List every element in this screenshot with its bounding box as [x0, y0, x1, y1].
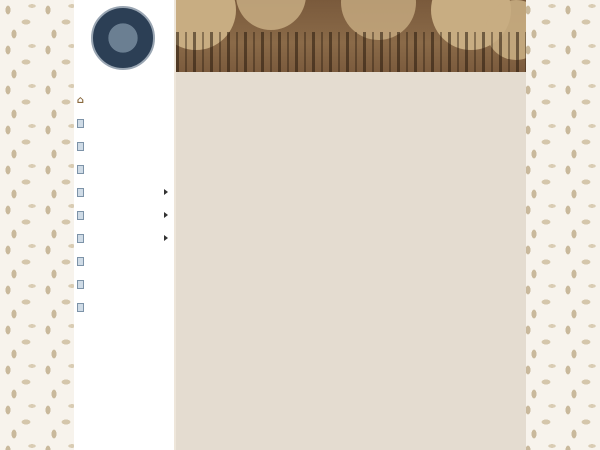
page-icon: [76, 142, 85, 151]
banner-decoration: [236, 0, 306, 30]
nav-item-historie[interactable]: [76, 253, 174, 270]
main-content: [176, 72, 526, 450]
logo[interactable]: [91, 6, 155, 70]
page-icon: [76, 303, 85, 312]
page-icon: [76, 234, 85, 243]
nav-item-hostmarked[interactable]: [76, 184, 174, 201]
page-icon: [76, 165, 85, 174]
page-icon: [76, 211, 85, 220]
submenu-arrow-icon: [164, 235, 168, 241]
page: [74, 0, 526, 450]
submenu-arrow-icon: [164, 189, 168, 195]
page-icon: [76, 257, 85, 266]
nav-item-bestyrelsen[interactable]: [76, 138, 174, 155]
page-icon: [76, 119, 85, 128]
nav-item-gaestebog[interactable]: [76, 276, 174, 293]
page-icon: [76, 188, 85, 197]
home-icon: ⌂: [76, 95, 85, 106]
nav-item-links[interactable]: [76, 299, 174, 316]
nav-item-opvisnings-hold[interactable]: [76, 230, 174, 247]
nav-item-startside[interactable]: [76, 92, 174, 109]
page-icon: [76, 280, 85, 289]
submenu-arrow-icon: [164, 212, 168, 218]
dancers-silhouette: [176, 32, 526, 72]
sidebar: [74, 0, 174, 450]
header-banner: [176, 0, 526, 72]
nav-item-danselister[interactable]: [76, 115, 174, 132]
nav-item-fotos-fra-julen[interactable]: [76, 207, 174, 224]
nav-menu: [76, 92, 174, 322]
nav-item-praktisk-information[interactable]: [76, 161, 174, 178]
